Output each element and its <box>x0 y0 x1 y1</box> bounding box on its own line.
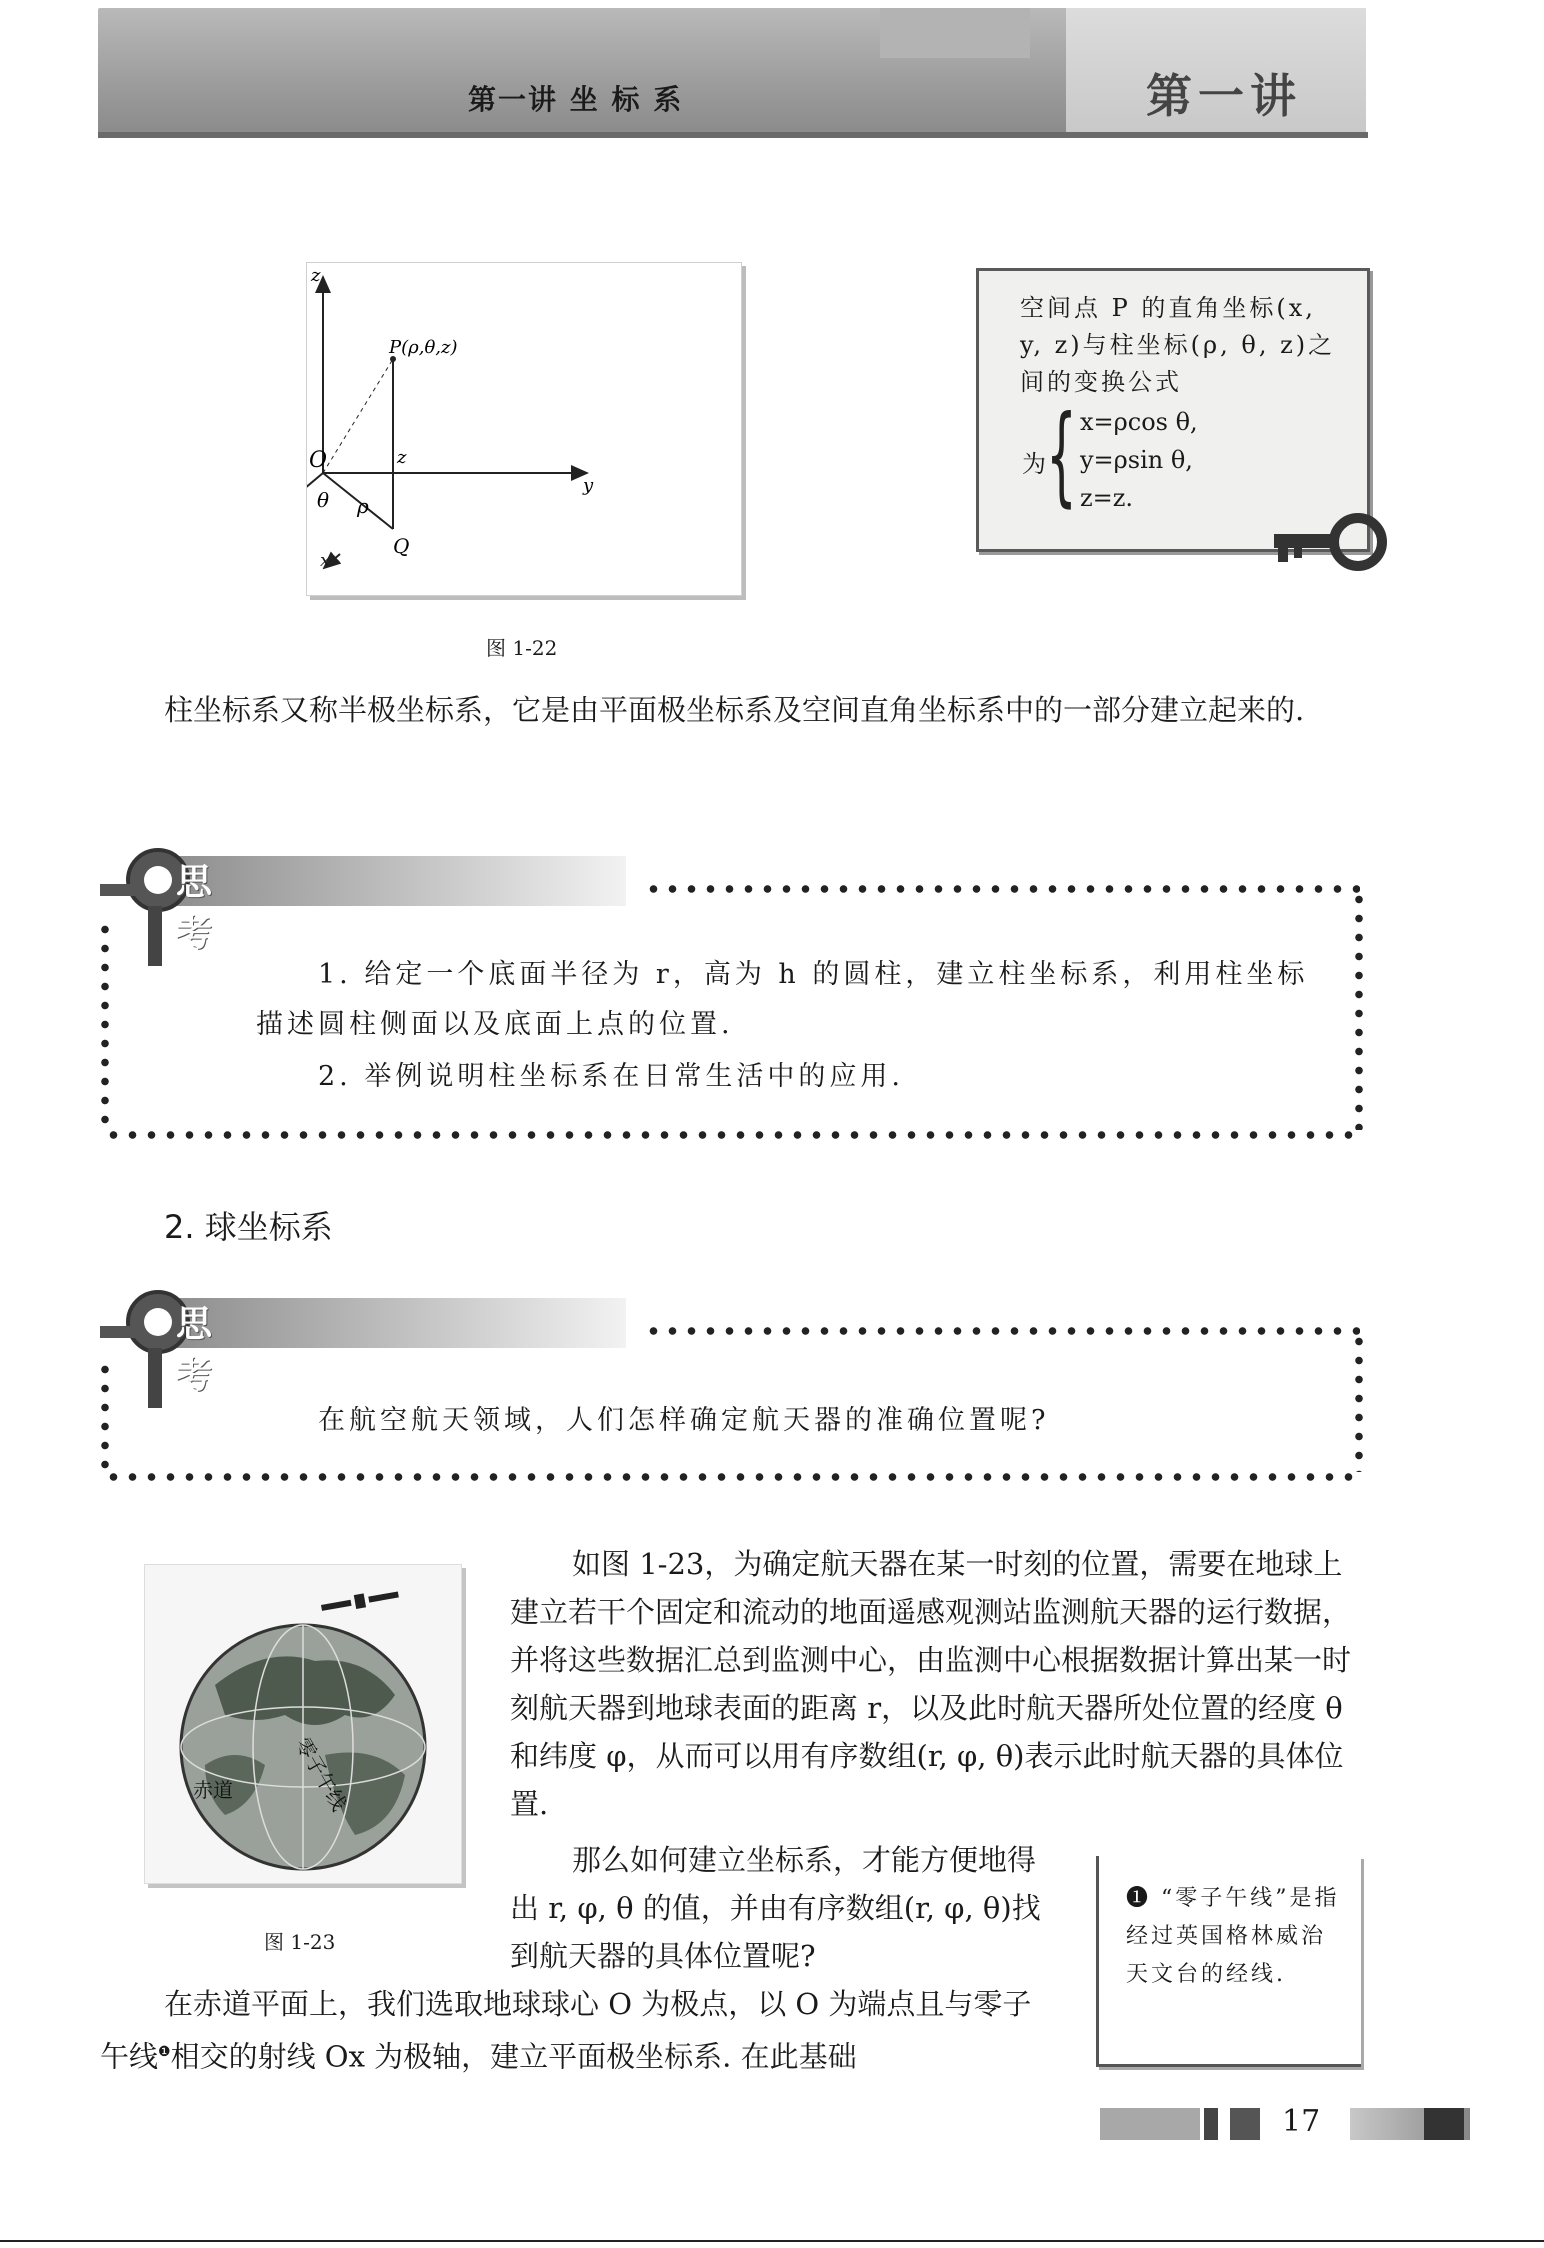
header-decoration <box>880 8 1030 58</box>
figure-1-23 <box>144 1564 462 1884</box>
paragraph-polar-setup <box>100 1980 1050 2081</box>
globe-illustration <box>145 1565 461 1883</box>
note-text: 空间点 P 的直角坐标(x, y, z)与柱坐标(ρ, θ, z)之间的变换公式 <box>1020 294 1336 396</box>
dotted-border-bottom <box>104 1130 1360 1140</box>
z-mark-label: z <box>397 447 407 468</box>
point-p-label: P(ρ,θ,z) <box>389 337 458 358</box>
dotted-border-left <box>100 920 110 1130</box>
header-shadow <box>98 132 1368 138</box>
think-item-2: 2. 举例说明柱坐标系在日常生活中的应用. <box>318 1061 904 1092</box>
point-q-label: Q <box>393 534 410 558</box>
footnote-text <box>1126 1880 1346 1994</box>
para4-part1: 在赤道平面上，我们选取地球球心 O 为极点，以 O 为端点且与零子午线 <box>100 1987 1032 2074</box>
y-axis-label: y <box>583 475 594 496</box>
figure-1-22 <box>306 262 742 596</box>
footer-bar <box>1204 2108 1218 2140</box>
figure-1-23-caption: 图 1-23 <box>264 1930 336 1954</box>
footer-bar <box>1230 2108 1260 2140</box>
brace-symbol: { <box>1046 393 1077 518</box>
dotted-border-right <box>1354 890 1364 1130</box>
header-title: 第一讲 坐 标 系 <box>468 83 684 116</box>
footer-bar <box>1100 2108 1200 2140</box>
think-label: 思考 <box>176 862 225 954</box>
think-question: 在航空航天领域，人们怎样确定航天器的准确位置呢? <box>318 1405 1050 1436</box>
x-axis-label: x <box>320 550 331 571</box>
think-banner <box>156 1298 626 1348</box>
theta-label: θ <box>317 488 330 512</box>
paragraph-cylindrical-intro: 柱坐标系又称半极坐标系，它是由平面极坐标系及空间直角坐标系中的一部分建立起来的. <box>164 693 1305 727</box>
footnote-marker: ❶ <box>1126 1886 1152 1911</box>
formula-y: y=ρsin θ, <box>1080 446 1193 474</box>
paragraph-spacecraft-position: 如图 1-23，为确定航天器在某一时刻的位置，需要在地球上建立若干个固定和流动的地面遥感观测站监测航天器的运行数据，并将这些数据汇总到监测中心，由监测中心根据数据计算出某一时刻航天器到地球表面的距离 r，以及此时航天器所处位置的经度 θ 和纬度 φ，从而可以用有序数组(r, φ, θ)表示此时航天器的具体位置. <box>510 1547 1352 1821</box>
z-axis-label: z <box>311 265 321 286</box>
dotted-border-top <box>644 884 1360 894</box>
page-number: 17 <box>1282 2104 1321 2139</box>
footnote-reference[interactable]: ❶ <box>158 2044 171 2060</box>
bottom-rule <box>0 2240 1544 2242</box>
key-icon <box>1272 512 1388 582</box>
prime-meridian-label: 零子午线 <box>290 1733 352 1815</box>
rho-label: ρ <box>357 494 369 518</box>
footnote-body: “零子午线”是指经过英国格林威治天文台的经线. <box>1126 1886 1340 1987</box>
formula-x: x=ρcos θ, <box>1080 408 1198 436</box>
section-heading: 2. 球坐标系 <box>164 1208 333 1246</box>
note-wei: 为 <box>1022 450 1046 478</box>
dotted-border-right <box>1354 1332 1364 1472</box>
think-item-1-continued: 描述圆柱侧面以及底面上点的位置. <box>256 1009 734 1040</box>
equator-label: 赤道 <box>193 1778 233 1802</box>
footer-bar <box>1424 2108 1464 2140</box>
origin-label: O <box>309 448 328 473</box>
formula-z: z=z. <box>1080 484 1134 512</box>
dotted-border-top <box>644 1326 1360 1336</box>
dotted-border-bottom <box>104 1472 1360 1482</box>
think-label: 思考 <box>176 1304 225 1396</box>
think-banner <box>156 856 626 906</box>
dotted-border-left <box>100 1360 110 1472</box>
cylindrical-coordinates-diagram <box>307 263 741 595</box>
paragraph-question: 那么如何建立坐标系，才能方便地得出 r, φ, θ 的值，并由有序数组(r, φ, θ)找到航天器的具体位置呢? <box>510 1843 1041 1973</box>
chapter-label: 第一讲 <box>1146 69 1302 123</box>
para4-part2: 相交的射线 Ox 为极轴，建立平面极坐标系. 在此基础 <box>170 2039 857 2074</box>
figure-1-22-caption: 图 1-22 <box>486 636 558 660</box>
think-item-1: 1. 给定一个底面半径为 r，高为 h 的圆柱，建立柱坐标系，利用柱坐标 <box>318 959 1309 990</box>
